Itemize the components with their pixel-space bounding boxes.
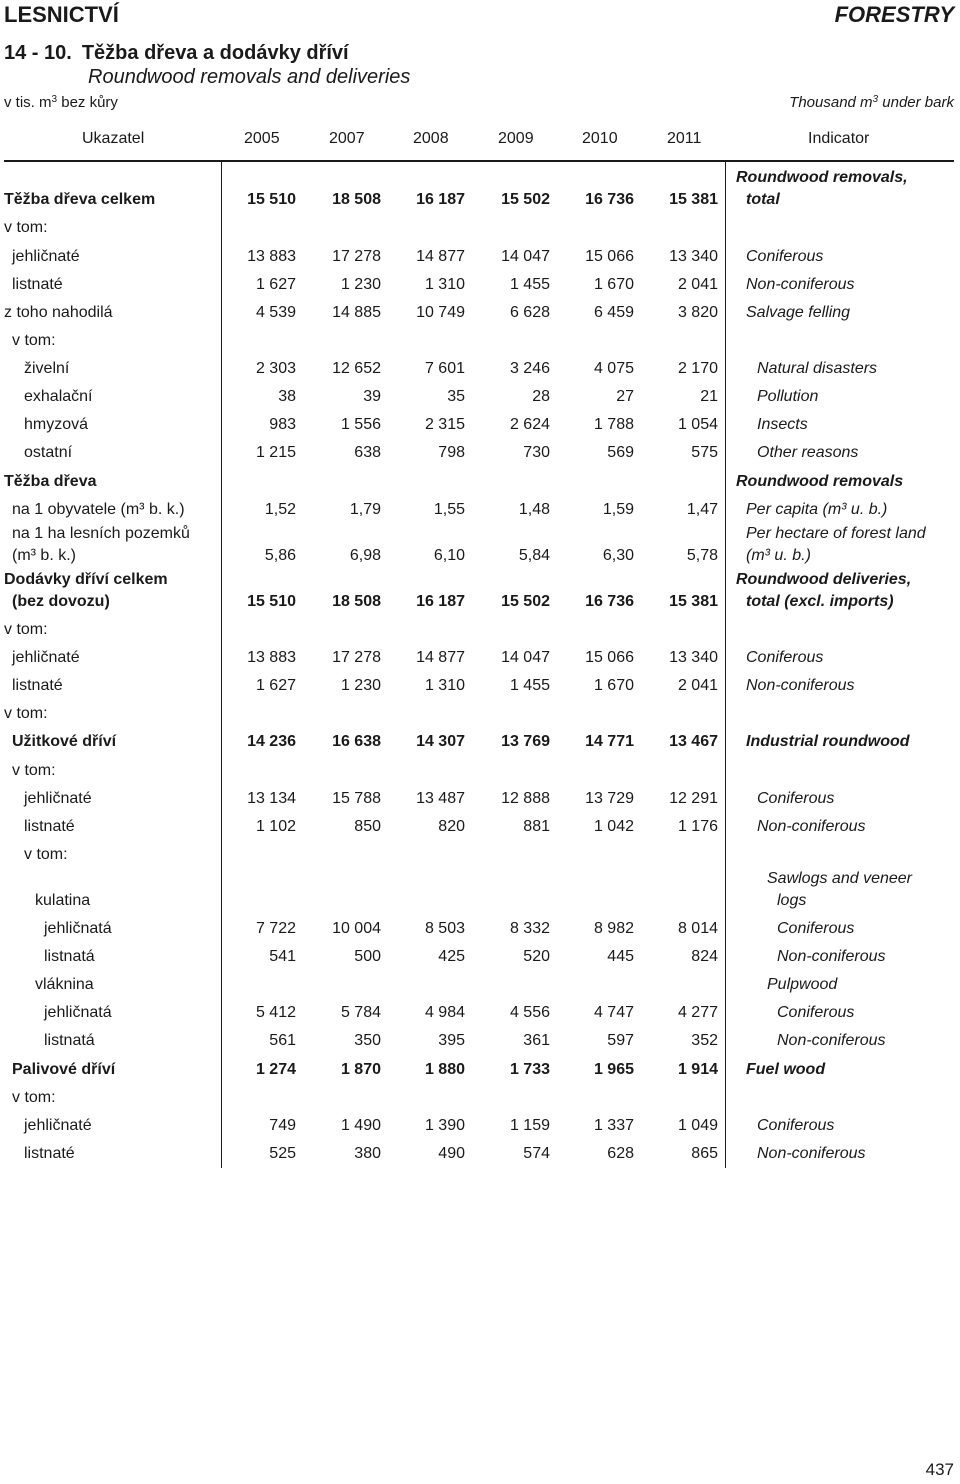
table-cell-value: 13 467 — [669, 733, 718, 750]
table-cell-value: 1 627 — [255, 677, 296, 694]
row-label-en: Coniferous — [757, 790, 835, 807]
table-cell-value: 15 502 — [501, 593, 550, 610]
table-cell-value: 1 733 — [509, 1061, 550, 1078]
table-cell-value: 10 004 — [332, 920, 381, 937]
table-cell-value: 983 — [269, 416, 296, 433]
row-label-cz: v tom: — [4, 219, 48, 236]
table-cell-value: 16 736 — [585, 593, 634, 610]
table-cell-value: 574 — [523, 1145, 550, 1162]
table-cell-value: 18 508 — [332, 191, 381, 208]
table-cell-value: 1 914 — [677, 1061, 718, 1078]
table-cell-value: 490 — [438, 1145, 465, 1162]
row-label-cz: Palivové dříví — [12, 1061, 116, 1078]
title-cz-text: Těžba dřeva a dodávky dříví — [81, 42, 349, 64]
table-cell-value: 13 134 — [247, 790, 296, 807]
table-cell-value: 13 487 — [416, 790, 465, 807]
row-label-cz: jehličnaté — [24, 790, 92, 807]
table-cell-value: 27 — [616, 388, 634, 405]
table-cell-value: 14 877 — [416, 248, 465, 265]
table-cell-value: 5 784 — [340, 1004, 381, 1021]
column-header-year: 2009 — [498, 130, 534, 147]
column-header-year: 2007 — [329, 130, 365, 147]
row-label-cz: (m³ b. k.) — [12, 547, 76, 564]
table-cell-value: 865 — [691, 1145, 718, 1162]
row-label-cz: (bez dovozu) — [12, 593, 110, 610]
unit-cz: v tis. $m^3$ bez kůry — [4, 94, 118, 111]
section-title-cz: LESNICTVÍ — [4, 2, 119, 27]
table-cell-value: 15 381 — [669, 593, 718, 610]
table-cell-value: 15 381 — [669, 191, 718, 208]
table-cell-value: 820 — [438, 818, 465, 835]
table-cell-value: 380 — [354, 1145, 381, 1162]
table-cell-value: 15 788 — [332, 790, 381, 807]
row-label-en: Coniferous — [777, 1004, 855, 1021]
table-cell-value: 6,30 — [602, 547, 634, 564]
table-cell-value: 638 — [354, 444, 381, 461]
column-header-year: 2005 — [244, 130, 280, 147]
table-cell-value: 561 — [269, 1032, 296, 1049]
table-cell-value: 12 291 — [669, 790, 718, 807]
table-cell-value: 6 459 — [593, 304, 634, 321]
table-cell-value: 445 — [607, 948, 634, 965]
row-label-cz: v tom: — [4, 705, 48, 722]
table-cell-value: 16 736 — [585, 191, 634, 208]
table-cell-value: 2 041 — [677, 677, 718, 694]
table-cell-value: 1 455 — [509, 677, 550, 694]
row-label-cz: listnaté — [12, 677, 63, 694]
table-cell-value: 1,79 — [349, 501, 381, 518]
table-cell-value: 1,59 — [602, 501, 634, 518]
table-title-en: Roundwood removals and deliveries — [88, 66, 411, 88]
page-number: 437 — [925, 1460, 954, 1479]
column-header-year: 2011 — [667, 130, 702, 147]
table-cell-value: 15 510 — [247, 191, 296, 208]
row-label-cz: hmyzová — [24, 416, 89, 433]
row-label-en: Non-coniferous — [777, 1032, 886, 1049]
table-cell-value: 12 652 — [332, 360, 381, 377]
table-cell-value: 21 — [700, 388, 718, 405]
table-cell-value: 1 274 — [255, 1061, 296, 1078]
row-label-en: Coniferous — [757, 1117, 835, 1134]
table-cell-value: 425 — [438, 948, 465, 965]
column-header-indicator-cz: Ukazatel — [82, 130, 145, 147]
table-cell-value: 6,10 — [433, 547, 465, 564]
table-cell-value: 8 982 — [593, 920, 634, 937]
table-cell-value: 14 236 — [247, 733, 296, 750]
row-label-en: Non-coniferous — [746, 677, 855, 694]
row-label-en: logs — [777, 892, 807, 909]
row-label-cz-line1: na 1 ha lesních pozemků — [12, 525, 190, 542]
row-label-cz: v tom: — [12, 332, 56, 349]
table-cell-value: 15 066 — [585, 649, 634, 666]
table-cell-value: 14 877 — [416, 649, 465, 666]
table-cell-value: 1 627 — [255, 276, 296, 293]
table-cell-value: 1 042 — [593, 818, 634, 835]
row-label-cz: v tom: — [24, 846, 68, 863]
row-label-cz: jehličnatá — [44, 920, 112, 937]
table-cell-value: 1 215 — [255, 444, 296, 461]
table-cell-value: 749 — [269, 1117, 296, 1134]
table-cell-value: 1 054 — [677, 416, 718, 433]
table-cell-value: 1 556 — [340, 416, 381, 433]
table-cell-value: 4 984 — [424, 1004, 465, 1021]
table-cell-value: 13 769 — [501, 733, 550, 750]
row-label-en: Coniferous — [746, 649, 824, 666]
row-label-en: Coniferous — [777, 920, 855, 937]
table-cell-value: 1 230 — [340, 677, 381, 694]
unit-en: Thousand $m^3$ under bark — [789, 94, 954, 111]
section-title-en: FORESTRY — [834, 2, 954, 27]
column-header-indicator-en: Indicator — [808, 130, 870, 147]
table-cell-value: 16 187 — [416, 191, 465, 208]
table-cell-value: 1,52 — [264, 501, 296, 518]
table-cell-value: 14 047 — [501, 649, 550, 666]
table-cell-value: 5,78 — [686, 547, 718, 564]
table-cell-value: 8 503 — [424, 920, 465, 937]
column-header-year: 2010 — [582, 130, 618, 147]
table-cell-value: 1 870 — [340, 1061, 381, 1078]
row-label-cz: listnatá — [44, 948, 95, 965]
table-cell-value: 569 — [607, 444, 634, 461]
row-label-en: (m³ u. b.) — [746, 547, 811, 564]
row-label-cz: na 1 obyvatele (m³ b. k.) — [12, 501, 185, 518]
table-cell-value: 575 — [691, 444, 718, 461]
table-cell-value: 14 307 — [416, 733, 465, 750]
table-cell-value: 12 888 — [501, 790, 550, 807]
table-cell-value: 1,48 — [518, 501, 550, 518]
row-label-en: Non-coniferous — [746, 276, 855, 293]
row-label-en: Non-coniferous — [777, 948, 886, 965]
row-label-cz: jehličnatá — [44, 1004, 112, 1021]
row-label-cz: v tom: — [12, 762, 56, 779]
row-label-cz: vláknina — [35, 976, 94, 993]
table-cell-value: 2 303 — [255, 360, 296, 377]
row-label-cz: listnatá — [44, 1032, 95, 1049]
row-label-en: Industrial roundwood — [746, 733, 910, 750]
table-cell-value: 38 — [278, 388, 296, 405]
table-cell-value: 6 628 — [509, 304, 550, 321]
table-cell-value: 520 — [523, 948, 550, 965]
table-cell-value: 628 — [607, 1145, 634, 1162]
row-label-cz: z toho nahodilá — [4, 304, 113, 321]
row-label-en: Fuel wood — [746, 1061, 826, 1078]
table-cell-value: 1 102 — [255, 818, 296, 835]
table-cell-value: 350 — [354, 1032, 381, 1049]
table-cell-value: 1 049 — [677, 1117, 718, 1134]
row-label-en: Coniferous — [746, 248, 824, 265]
table-cell-value: 541 — [269, 948, 296, 965]
table-cell-value: 1 176 — [677, 818, 718, 835]
table-cell-value: 881 — [523, 818, 550, 835]
table-cell-value: 1 310 — [424, 677, 465, 694]
table-cell-value: 824 — [691, 948, 718, 965]
table-cell-value: 16 638 — [332, 733, 381, 750]
table-cell-value: 14 885 — [332, 304, 381, 321]
table-cell-value: 7 601 — [424, 360, 465, 377]
table-cell-value: 361 — [523, 1032, 550, 1049]
table-cell-value: 3 246 — [509, 360, 550, 377]
table-cell-value: 7 722 — [255, 920, 296, 937]
table-cell-value: 4 747 — [593, 1004, 634, 1021]
row-label-cz: listnaté — [24, 818, 75, 835]
row-label-en: Natural disasters — [757, 360, 878, 377]
table-cell-value: 1 310 — [424, 276, 465, 293]
column-header-year: 2008 — [413, 130, 449, 147]
table-cell-value: 17 278 — [332, 649, 381, 666]
row-label-cz: jehličnaté — [12, 649, 80, 666]
row-label-en: Other reasons — [757, 444, 859, 461]
row-label-cz: živelní — [24, 360, 70, 377]
row-label-cz: v tom: — [4, 621, 48, 638]
row-label-cz: exhalační — [24, 388, 93, 405]
table-cell-value: 1 159 — [509, 1117, 550, 1134]
table-cell-value: 1 455 — [509, 276, 550, 293]
row-label-en: Per capita (m³ u. b.) — [746, 501, 888, 518]
table-cell-value: 1 670 — [593, 276, 634, 293]
table-cell-value: 525 — [269, 1145, 296, 1162]
table-cell-value: 2 041 — [677, 276, 718, 293]
table-cell-value: 2 624 — [509, 416, 550, 433]
table-cell-value: 14 047 — [501, 248, 550, 265]
row-label-en: Insects — [757, 416, 808, 433]
table-cell-value: 1 490 — [340, 1117, 381, 1134]
row-label-cz-line1: Dodávky dříví celkem — [4, 571, 168, 588]
table-cell-value: 39 — [363, 388, 381, 405]
table-cell-value: 13 883 — [247, 649, 296, 666]
row-label-cz: v tom: — [12, 1089, 56, 1106]
row-label-en: Pollution — [757, 388, 819, 405]
table-cell-value: 4 277 — [677, 1004, 718, 1021]
table-cell-value: 395 — [438, 1032, 465, 1049]
table-cell-value: 16 187 — [416, 593, 465, 610]
row-label-cz: jehličnaté — [24, 1117, 92, 1134]
table-cell-value: 15 066 — [585, 248, 634, 265]
table-cell-value: 13 883 — [247, 248, 296, 265]
row-label-cz: jehličnaté — [12, 248, 80, 265]
row-label-en-line1: Roundwood deliveries, — [736, 571, 912, 588]
table-cell-value: 10 749 — [416, 304, 465, 321]
table-cell-value: 1 965 — [593, 1061, 634, 1078]
table-cell-value: 2 170 — [677, 360, 718, 377]
row-label-cz: listnaté — [12, 276, 63, 293]
table-number: 14 - 10. — [4, 42, 72, 64]
table-cell-value: 35 — [447, 388, 465, 405]
row-label-en: Salvage felling — [746, 304, 851, 321]
table-cell-value: 8 014 — [677, 920, 718, 937]
row-label-cz: Těžba dřeva celkem — [4, 191, 156, 208]
row-label-en: total (excl. imports) — [746, 593, 894, 610]
row-label-en: Roundwood removals — [736, 473, 904, 490]
table-cell-value: 1 788 — [593, 416, 634, 433]
table-cell-value: 1 880 — [424, 1061, 465, 1078]
table-cell-value: 850 — [354, 818, 381, 835]
table-cell-value: 13 729 — [585, 790, 634, 807]
table-cell-value: 352 — [691, 1032, 718, 1049]
table-cell-value: 1 390 — [424, 1117, 465, 1134]
table-cell-value: 1 337 — [593, 1117, 634, 1134]
table-cell-value: 2 315 — [424, 416, 465, 433]
row-label-en-line1: Per hectare of forest land — [746, 525, 926, 542]
table-cell-value: 5 412 — [255, 1004, 296, 1021]
table-cell-value: 15 502 — [501, 191, 550, 208]
table-cell-value: 597 — [607, 1032, 634, 1049]
table-cell-value: 14 771 — [585, 733, 634, 750]
table-cell-value: 500 — [354, 948, 381, 965]
row-label-en: Non-coniferous — [757, 818, 866, 835]
table-cell-value: 17 278 — [332, 248, 381, 265]
table-cell-value: 13 340 — [669, 248, 718, 265]
row-label-cz: Těžba dřeva — [4, 473, 97, 490]
row-label-en: Non-coniferous — [757, 1145, 866, 1162]
table-cell-value: 1,55 — [433, 501, 465, 518]
table-cell-value: 1 230 — [340, 276, 381, 293]
table-cell-value: 8 332 — [509, 920, 550, 937]
table-cell-value: 798 — [438, 444, 465, 461]
table-cell-value: 3 820 — [677, 304, 718, 321]
row-label-en: Pulpwood — [767, 976, 838, 993]
table-cell-value: 18 508 — [332, 593, 381, 610]
row-label-en-line1: Roundwood removals, — [736, 169, 908, 186]
table-cell-value: 15 510 — [247, 593, 296, 610]
row-label-en: total — [746, 191, 780, 208]
row-label-cz: ostatní — [24, 444, 73, 461]
table-cell-value: 4 539 — [255, 304, 296, 321]
row-label-cz: listnaté — [24, 1145, 75, 1162]
table-cell-value: 4 075 — [593, 360, 634, 377]
table-cell-value: 730 — [523, 444, 550, 461]
table-cell-value: 1 670 — [593, 677, 634, 694]
table-cell-value: 1,47 — [686, 501, 718, 518]
table-cell-value: 5,86 — [264, 547, 296, 564]
table-cell-value: 6,98 — [349, 547, 381, 564]
table-cell-value: 4 556 — [509, 1004, 550, 1021]
row-label-en-line1: Sawlogs and veneer — [767, 870, 912, 887]
table-cell-value: 28 — [532, 388, 550, 405]
row-label-cz: kulatina — [35, 892, 91, 909]
row-label-cz: Užitkové dříví — [12, 733, 117, 750]
table-cell-value: 13 340 — [669, 649, 718, 666]
table-cell-value: 5,84 — [518, 547, 550, 564]
